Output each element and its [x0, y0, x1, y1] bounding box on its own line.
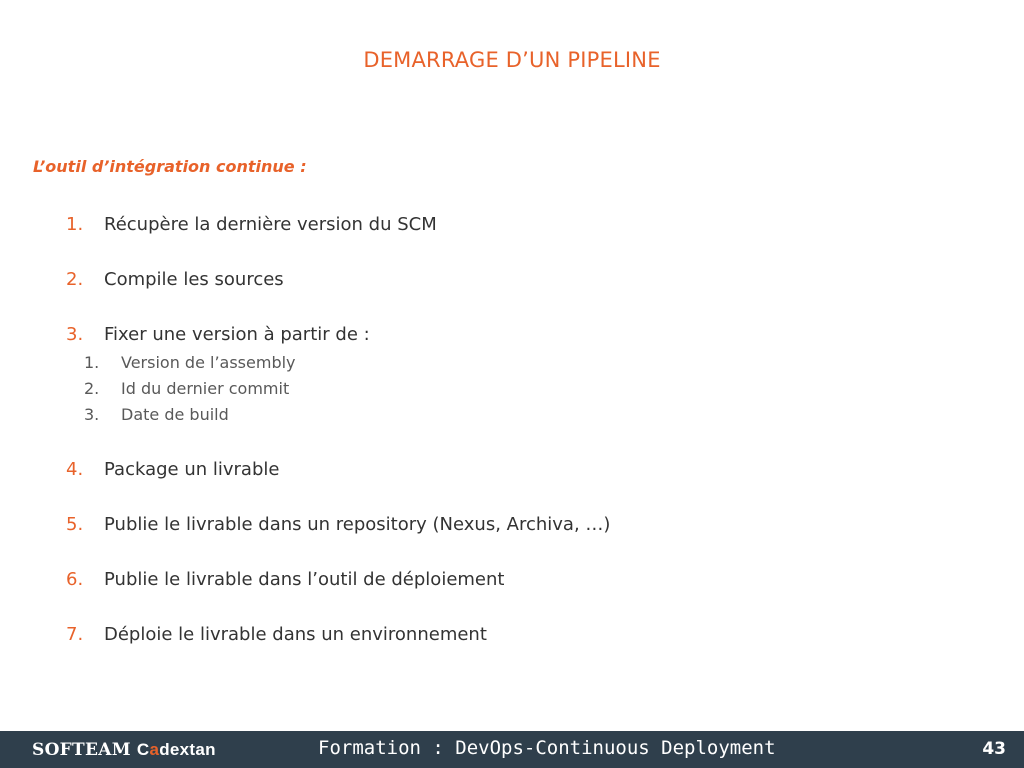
list-item-3 — [66, 324, 370, 345]
sub-list-item-1 — [84, 353, 296, 372]
slide-subtitle: L’outil d’intégration continue : — [33, 157, 307, 176]
sub-list-item-number: 1. — [84, 353, 100, 372]
sub-list-item-text: Date de build — [121, 405, 229, 424]
list-item-6 — [66, 569, 504, 590]
list-item-4 — [66, 459, 279, 480]
list-item-number: 7. — [66, 624, 84, 645]
footer-course-title: Formation : DevOps-Continuous Deployment — [318, 737, 776, 759]
logo-softeam: SOFTEAM — [32, 740, 131, 760]
page-number: 43 — [982, 739, 1006, 759]
list-item-text: Publie le livrable dans l’outil de déploiement — [104, 569, 505, 590]
list-item-5 — [66, 514, 610, 535]
list-item-number: 6. — [66, 569, 84, 590]
list-item-text: Package un livrable — [104, 459, 280, 480]
slide-title: DEMARRAGE D’UN PIPELINE — [363, 48, 661, 72]
list-item-number: 1. — [66, 214, 84, 235]
list-item-number: 3. — [66, 324, 84, 345]
sub-list-item-2 — [84, 379, 289, 398]
company-logo — [32, 740, 216, 760]
list-item-text: Fixer une version à partir de : — [104, 324, 370, 345]
sub-list-item-number: 3. — [84, 405, 100, 424]
list-item-number: 2. — [66, 269, 84, 290]
list-item-7 — [66, 624, 487, 645]
list-item-number: 5. — [66, 514, 84, 535]
list-item-text: Déploie le livrable dans un environnement — [104, 624, 487, 645]
list-item-text: Publie le livrable dans un repository (Nexus, Archiva, …) — [104, 514, 611, 535]
sub-list-item-text: Version de l’assembly — [121, 353, 296, 372]
sub-list-item-3 — [84, 405, 229, 424]
list-item-2 — [66, 269, 284, 290]
sub-list-item-text: Id du dernier commit — [121, 379, 290, 398]
list-item-text: Récupère la dernière version du SCM — [104, 214, 437, 235]
list-item-text: Compile les sources — [104, 269, 284, 290]
footer-bar — [0, 731, 1024, 768]
sub-list-item-number: 2. — [84, 379, 100, 398]
list-item-number: 4. — [66, 459, 84, 480]
list-item-1 — [66, 214, 437, 235]
logo-cadextan: Cadextan — [136, 740, 216, 759]
